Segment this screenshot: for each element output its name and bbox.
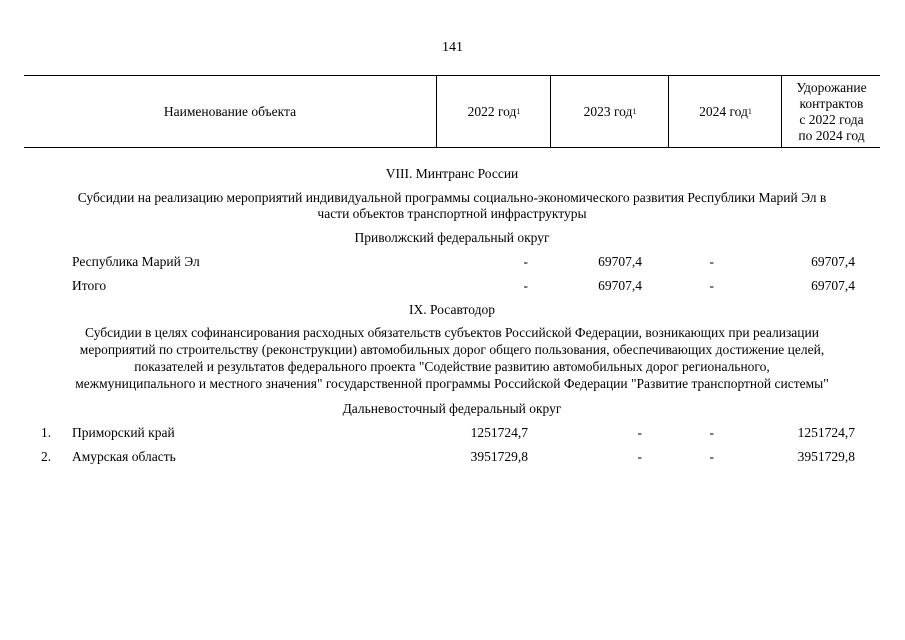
- row-number: 2.: [41, 449, 52, 464]
- value-increase: 3951729,8: [797, 449, 855, 464]
- value-increase: 69707,4: [811, 254, 855, 269]
- section-title-ix: IX. Росавтодор: [409, 302, 495, 317]
- subsidy-description-line: части объектов транспортной инфраструктуры: [317, 206, 587, 221]
- subsidy-description-line: межмуниципального и местного значения" государственной программы Российской Федерации "Развитие транспортной системы": [75, 376, 829, 391]
- value-2022: 3951729,8: [470, 449, 528, 464]
- object-name: Амурская область: [72, 449, 176, 464]
- value-2023: -: [637, 425, 642, 440]
- value-2024: -: [709, 449, 714, 464]
- value-increase: 1251724,7: [797, 425, 855, 440]
- value-2023: -: [637, 449, 642, 464]
- table-row: [24, 424, 880, 442]
- table-row: [24, 253, 880, 271]
- subsidy-description-line: мероприятий по строительству (реконструкции) автомобильных дорог общего пользования, обеспечивающих достижение целей,: [79, 342, 825, 357]
- table-row-total: [24, 277, 880, 295]
- column-header-increase: Удорожание контрактов с 2022 года по 2024 год: [781, 76, 881, 147]
- column-header-2022: 2022 год 1: [436, 76, 551, 147]
- value-2023: 69707,4: [598, 254, 642, 269]
- column-header-2023: 2023 год 1: [550, 76, 669, 147]
- row-number: 1.: [41, 425, 52, 440]
- value-increase: 69707,4: [811, 278, 855, 293]
- table-row: [24, 448, 880, 466]
- value-2022: 1251724,7: [470, 425, 528, 440]
- subsidy-description-line: Субсидии в целях софинансирования расходных обязательств субъектов Российской Федерации, возникающих при реализации: [85, 325, 819, 340]
- value-2022: -: [523, 278, 528, 293]
- section-title-viii: VIII. Минтранс России: [385, 166, 519, 181]
- table-header: [24, 75, 880, 148]
- value-2024: -: [709, 254, 714, 269]
- object-name: Республика Марий Эл: [72, 254, 200, 269]
- district-heading: Приволжский федеральный округ: [354, 230, 550, 245]
- column-header-name: Наименование объекта: [163, 103, 297, 119]
- value-2022: -: [523, 254, 528, 269]
- page-number: 141: [442, 40, 463, 55]
- value-2023: 69707,4: [598, 278, 642, 293]
- subsidy-description-line: Субсидии на реализацию мероприятий индивидуальной программы социально-экономического развития Республики Марий Эл в: [77, 190, 827, 205]
- column-header-2024: 2024 год 1: [668, 76, 782, 147]
- value-2024: -: [709, 278, 714, 293]
- district-heading: Дальневосточный федеральный округ: [342, 401, 562, 416]
- value-2024: -: [709, 425, 714, 440]
- object-name: Итого: [72, 278, 107, 293]
- object-name: Приморский край: [72, 425, 175, 440]
- subsidy-description-line: показателей и результатов федерального проекта "Содействие развитию автомобильных дорог регионального,: [134, 359, 770, 374]
